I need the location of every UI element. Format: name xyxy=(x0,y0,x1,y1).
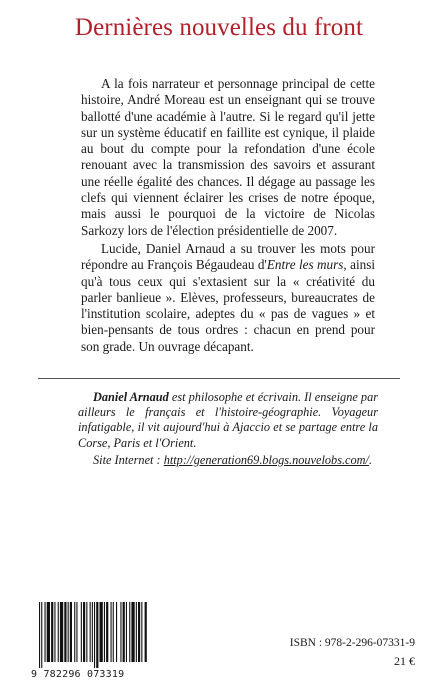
cited-book-title: Entre les murs xyxy=(266,257,344,273)
barcode-bar xyxy=(113,602,114,662)
barcode-bar xyxy=(116,602,117,662)
barcode-bar xyxy=(126,602,127,662)
barcode-bar xyxy=(64,602,66,662)
back-cover-summary xyxy=(81,76,375,355)
barcode-bar xyxy=(100,602,103,662)
summary-paragraph-1: A la fois narrateur et personnage principal de cette histoire, André Moreau est un enseignant qui se trouve ballotté d'une académie à l'autre. Si le regard qu'il jette sur un système éducatif en faillite est cynique, il plaide au bout du compte pour la refondation d'une école renouant avec la transmission des savoirs et assurant une réelle égalité des chances. Il dégage au passage les clefs qui viennent éclairer les crises de notre époque, mais aussi le pourquoi de la victoire de Nicolas Sarkozy lors de l'élection présidentielle de 2007. xyxy=(81,76,375,238)
barcode-bar xyxy=(111,602,112,662)
summary-p2-text-2: , ainsi qu'à tous ceux qui s'extasient sur la « créativité du parler banlieue ». Elèves, professeurs, bureaucrates de l'institution scolaire, adeptes du « pas de vagues » et bien-pensants de tous ordres : chacun en prend pour son grade. Un ouvrage décapant. xyxy=(81,257,376,354)
website-line xyxy=(78,453,378,468)
barcode-bar xyxy=(120,602,121,662)
barcode-bar xyxy=(94,602,95,668)
barcode-bar xyxy=(138,602,140,662)
author-bio xyxy=(78,390,378,468)
barcode-bar xyxy=(76,602,77,662)
barcode-bar xyxy=(68,602,69,662)
author-name: Daniel Arnaud xyxy=(93,390,169,404)
price: 21 € xyxy=(394,654,415,668)
website-period: . xyxy=(368,452,373,467)
summary-p2-text-1: Lucide, Daniel Arnaud a su trouver les mots pour répondre au François Bégaudeau d' xyxy=(81,240,375,273)
barcode-bar xyxy=(92,602,93,662)
barcode-bar xyxy=(129,602,130,662)
barcode-bar xyxy=(45,602,46,662)
website-label: Site Internet : xyxy=(93,452,164,467)
website-link[interactable]: http://generation69.blogs.nouvelobs.com/ xyxy=(163,452,369,467)
barcode-bar xyxy=(86,602,87,662)
barcode-bar xyxy=(51,602,53,662)
isbn-number: ISBN : 978-2-296-07331-9 xyxy=(289,637,415,649)
barcode-bars-icon xyxy=(31,602,147,668)
barcode-bar xyxy=(70,602,72,662)
barcode-bar xyxy=(131,602,134,662)
barcode-bar xyxy=(90,602,91,662)
barcode-bar xyxy=(60,602,63,662)
barcode-bar xyxy=(83,602,85,662)
barcode-bar xyxy=(141,602,142,662)
barcode-bar xyxy=(74,602,75,662)
barcode-bar xyxy=(39,602,40,668)
barcode-bar xyxy=(145,602,147,662)
barcode-bar xyxy=(58,602,59,662)
barcode-bar xyxy=(106,602,108,662)
barcode xyxy=(31,602,147,682)
barcode-bar xyxy=(54,602,55,662)
bio-text: est philosophe et écrivain. Il enseigne par ailleurs le français et l'histoire-géographie. Voyageur infatigable, il vit aujourd'hui à Ajaccio et se partage entre la Corse, Paris et l'Orient. xyxy=(78,390,378,450)
book-title: Dernières nouvelles du front xyxy=(74,14,364,41)
barcode-bar xyxy=(96,602,98,668)
barcode-bar xyxy=(41,602,42,668)
barcode-bar xyxy=(123,602,125,662)
barcode-digits: 9 782296 073319 xyxy=(31,669,125,680)
summary-paragraph-2 xyxy=(81,241,375,355)
bio-paragraph xyxy=(78,390,378,451)
barcode-bar xyxy=(47,602,50,662)
barcode-bar xyxy=(104,602,105,662)
separator-line xyxy=(38,378,400,379)
barcode-bar xyxy=(81,602,82,662)
barcode-bar xyxy=(136,602,137,662)
